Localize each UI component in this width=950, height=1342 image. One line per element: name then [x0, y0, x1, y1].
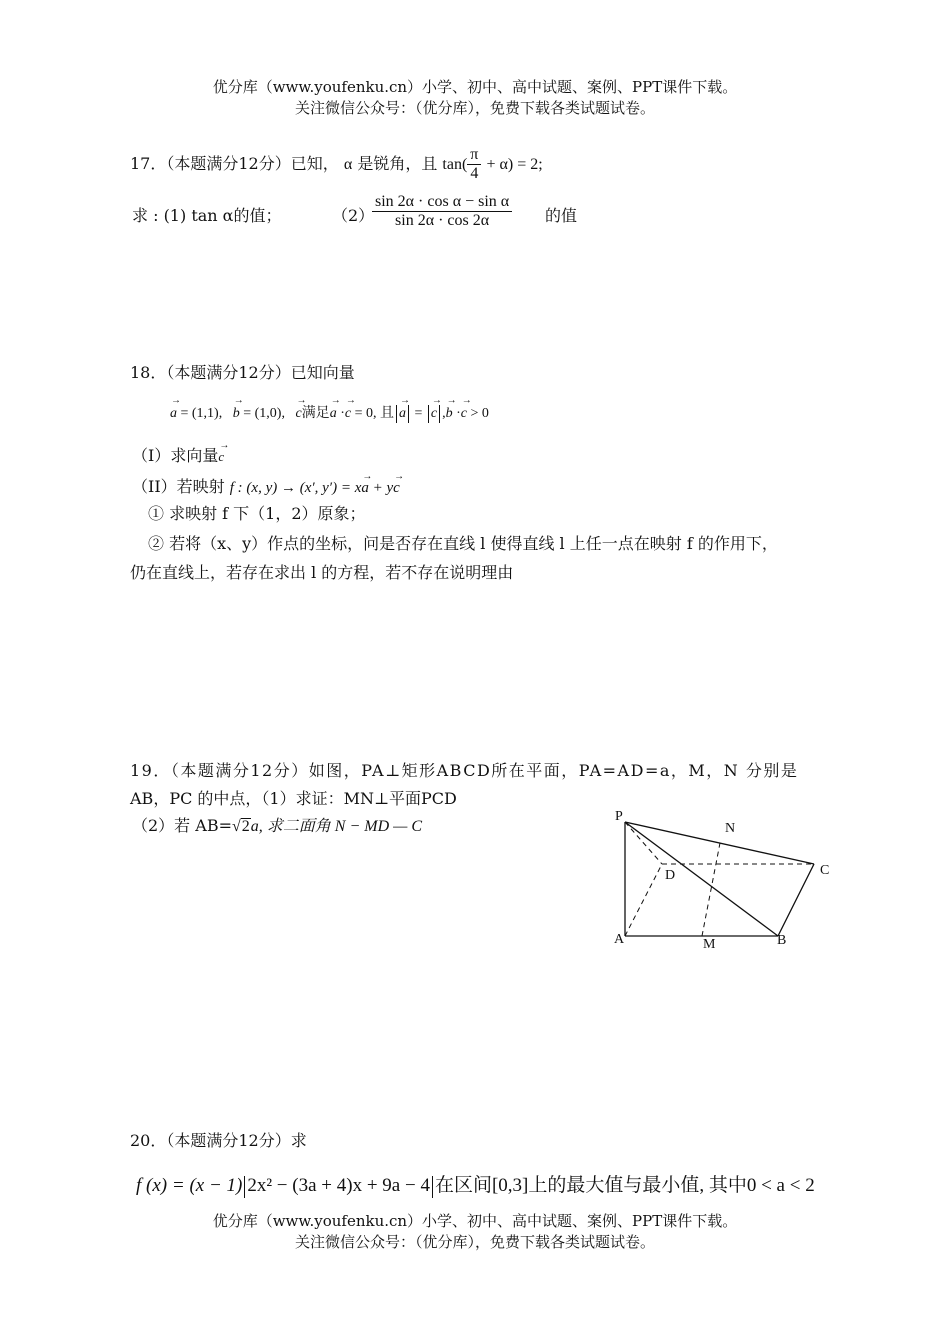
edge-ad [625, 864, 662, 936]
q18-label: 18．（本题满分12分）已知向量 [130, 363, 355, 382]
label-c: C [820, 863, 830, 878]
label-n: N [725, 821, 736, 836]
q17-statement: 17．（本题满分12分）已知， α 是锐角，且 tan( $\frac{\pi}{4}$ + α) = 2; [130, 146, 543, 182]
q18-sub1: ① 求映射 f 下（1，2）原象； [148, 504, 366, 523]
label-p: P [615, 809, 623, 824]
footer-line-1: 优分库（www.youfenku.cn）小学、初中、高中试题、案例、PPT课件下载。 [212, 1212, 738, 1230]
label-b: B [777, 933, 787, 948]
q17-tail: 的值 [545, 206, 578, 225]
label-a: A [614, 932, 625, 947]
geometry-figure [600, 800, 860, 960]
q17-numerator: sin 2α · cos α − sin α [372, 193, 512, 212]
q17-part2-label: （2） [332, 206, 375, 225]
q18-given-vectors: → a = (1,1), → b = (1,0), → c满足→ a ·→ c = 0, 且→ a = → c ,→ b ·→ c > 0 [170, 402, 489, 423]
q18-mapping: f : (x, y) → (x′, y′) = x→ a + y→ c [230, 480, 400, 496]
header-line-2: 关注微信公众号：（优分库），免费下载各类试题试卷。 [294, 99, 655, 117]
q19-line3: （2）若 AB=√2a, 求二面角 N − MD — C [132, 816, 423, 835]
segment-mn [702, 843, 720, 936]
label-m: M [703, 937, 716, 952]
header-line-1: 优分库（www.youfenku.cn）小学、初中、高中试题、案例、PPT课件下载。 [212, 78, 738, 96]
label-d: D [665, 868, 676, 883]
q17-denominator: sin 2α · cos 2α [395, 212, 490, 229]
footer-line-2: 关注微信公众号：（优分库），免费下载各类试题试卷。 [294, 1233, 655, 1251]
q17-pi-over-4: $\frac{\pi}{4}$ [467, 146, 481, 183]
q19-line1: 19．（本题满分12分）如图，PA⊥矩形ABCD所在平面，PA=AD=a，M，N 分别是 [130, 761, 799, 780]
edge-pd [625, 822, 662, 864]
q18-sub3: 仍在直线上，若存在求出 l 的方程，若不存在说明理由 [130, 563, 514, 582]
q17-fraction [372, 193, 512, 230]
q18-sub2: ② 若将（x、y）作点的坐标，问是否存在直线 l 使得直线 l 上任一点在映射 f 的作用下， [148, 534, 778, 553]
q17-ask: 求 : (1) tan α的值； [132, 206, 282, 225]
q18-part2: （II）若映射 f : (x, y) → (x′, y′) = x→ a + y→ c [132, 476, 400, 499]
edge-bc [778, 864, 814, 936]
q18-part1: （I）求向量→ c [132, 445, 224, 468]
q20-formula: f (x) = (x − 1) 2x² − (3a + 4)x + 9a − 4 在区间[0,3]上的最大值与最小值, 其中0 < a < 2 [136, 1175, 815, 1196]
q19-line2: AB，PC 的中点，（1）求证：MN⊥平面PCD [130, 789, 457, 808]
q20-label: 20．（本题满分12分）求 [130, 1131, 307, 1150]
